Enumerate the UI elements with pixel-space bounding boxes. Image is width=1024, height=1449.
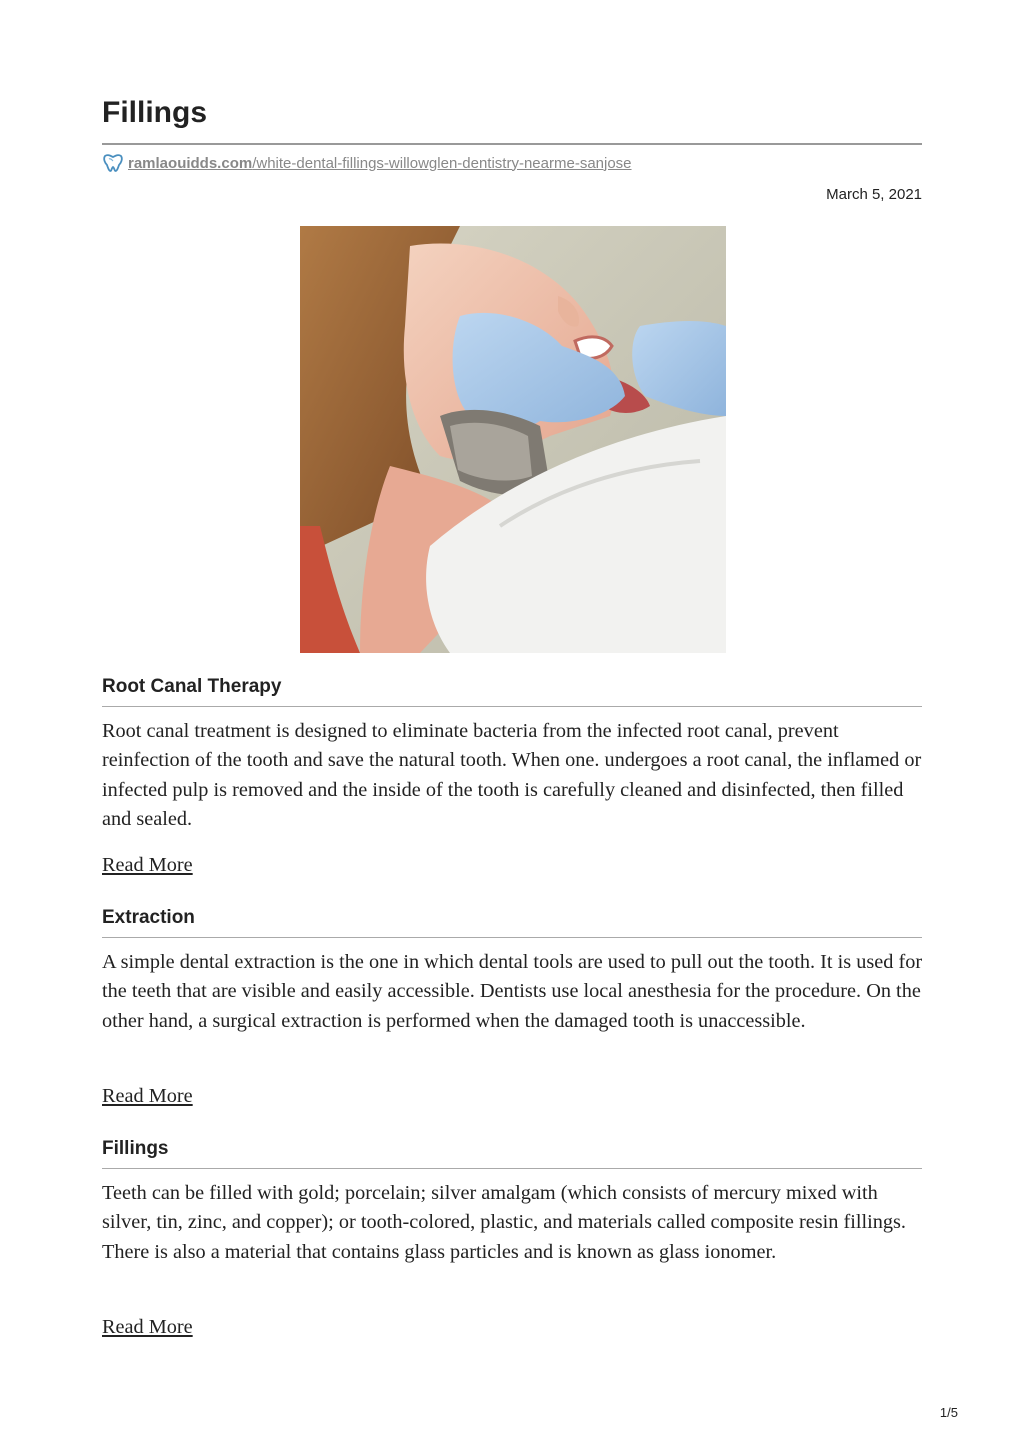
tooth-logo-icon — [102, 153, 124, 173]
photo-illustration — [300, 226, 726, 653]
source-domain: ramlaouidds.com — [128, 154, 253, 172]
section-body-root-canal: Root canal treatment is designed to eliminate bacteria from the infected root canal, prevent reinfection of the tooth and save the natural tooth. When one. undergoes a root canal, the inflamed or infected pulp is removed and the inside of the tooth is carefully cleaned and disinfected, then filled and sealed. — [102, 720, 922, 830]
section-heading-root-canal: Root Canal Therapy — [102, 676, 922, 707]
read-more-link-root-canal[interactable]: Read More — [102, 854, 193, 876]
section-heading-extraction: Extraction — [102, 907, 922, 938]
publish-date: March 5, 2021 — [826, 186, 922, 203]
read-more-link-fillings[interactable]: Read More — [102, 1316, 193, 1338]
source-link-row — [102, 153, 632, 173]
page-number: 1/5 — [939, 1405, 958, 1420]
page-title: Fillings — [102, 96, 207, 129]
title-divider — [102, 143, 922, 145]
source-path: /white-dental-fillings-willowglen-dentistry-nearme-sanjose — [252, 154, 632, 172]
read-more-link-extraction[interactable]: Read More — [102, 1085, 193, 1107]
source-url-link[interactable] — [128, 155, 632, 172]
section-body-extraction: A simple dental extraction is the one in which dental tools are used to pull out the tooth. It is used for the teeth that are visible and easily accessible. Dentists use local anesthesia for the procedure. On the other hand, a surgical extraction is performed when the damaged tooth is unaccessible. — [102, 951, 923, 1032]
section-heading-fillings: Fillings — [102, 1138, 922, 1169]
dental-exam-photo — [300, 226, 726, 653]
section-body-fillings: Teeth can be filled with gold; porcelain; silver amalgam (which consists of mercury mixed with silver, tin, zinc, and copper); or tooth-colored, plastic, and materials called composite resin fillings. There is also a material that contains glass particles and is known as glass ionomer. — [102, 1182, 907, 1263]
